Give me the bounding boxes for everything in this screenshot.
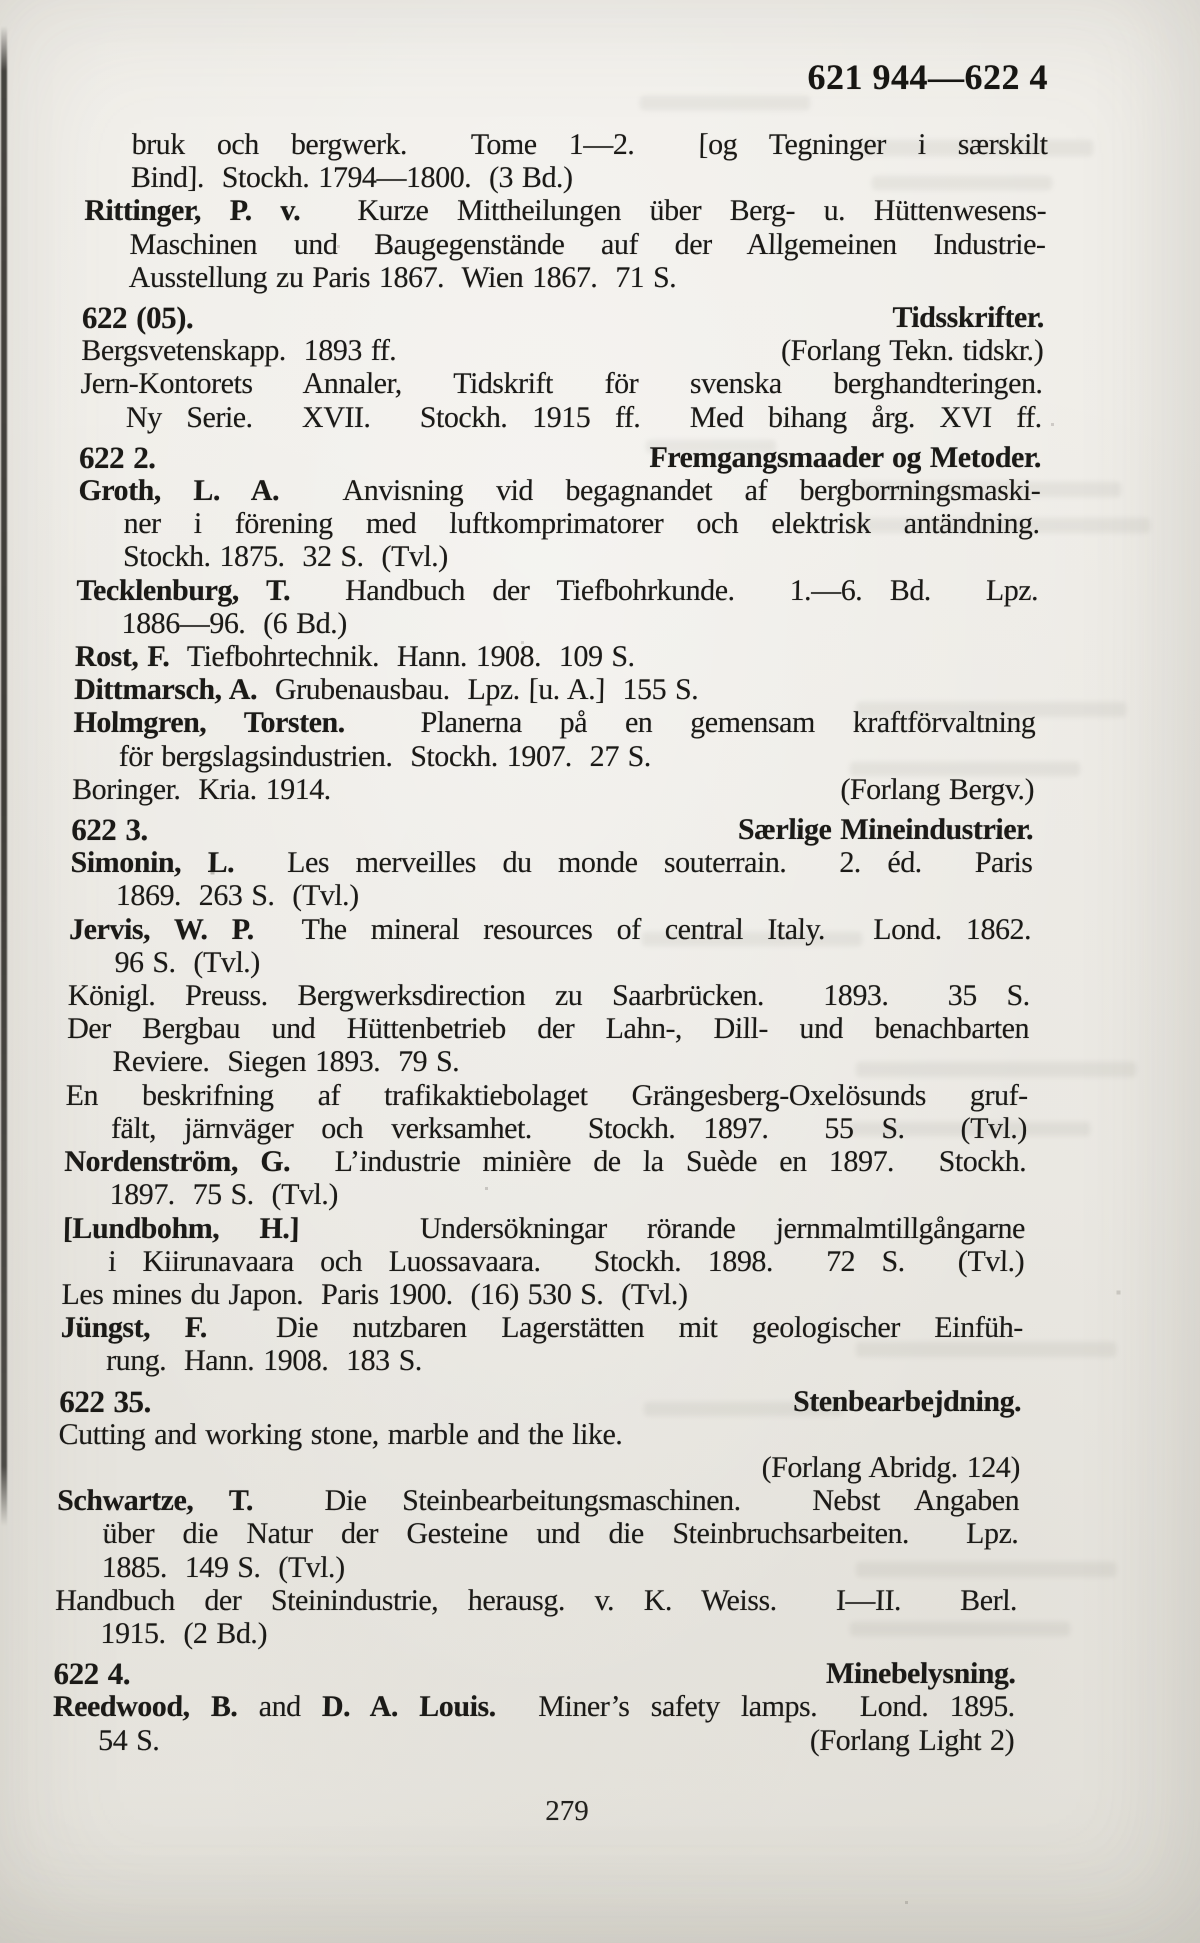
entry-author: Jüngst, F. — [60, 1311, 208, 1345]
entry-text: über die Natur der Gesteine und die Steinbruchsarbeiten. Lpz. — [102, 1517, 1019, 1551]
catalog-line — [65, 1112, 1028, 1145]
section-class-number: 622 35. — [58, 1383, 152, 1419]
entry-text: Anvisning vid begagnandet af bergborrningsmaski- — [278, 474, 1041, 508]
catalog-line — [80, 367, 1043, 400]
catalog-line — [56, 1517, 1019, 1550]
entry-text: En beskrifning af trafikaktiebolaget Grängesberg-Oxelösunds gruf- — [65, 1078, 1029, 1112]
entry-text: and — [237, 1690, 323, 1724]
section-title: Særlige Mineindustrier. — [737, 813, 1034, 847]
entry-text: Cutting and working stone, marble and the like. — [58, 1417, 623, 1451]
section-title: Tidsskrifter. — [891, 301, 1045, 335]
entry-text: Ny Serie. XVII. Stockh. 1915 ff. Med bihang årg. XVI ff. — [125, 400, 1043, 434]
catalog-line — [67, 979, 1030, 1012]
entry-author: Schwartze, T. — [56, 1484, 254, 1518]
entry-text: Jern-Kontorets Annaler, Tidskrift för svenska berghandteringen. — [80, 367, 1043, 401]
entry-text: Reviere. Siegen 1893. 79 S. — [112, 1045, 460, 1079]
entry-text: 1897. 75 S. (Tvl.) — [109, 1178, 339, 1212]
catalog-line — [53, 1690, 1016, 1723]
entry-text: 1885. 149 S. (Tvl.) — [101, 1550, 346, 1584]
entry-text: 1869. 263 S. (Tvl.) — [115, 879, 360, 913]
entry-text: Die nutzbaren Lagerstätten mit geologischer Einfüh- — [206, 1311, 1024, 1345]
entry-text: Undersökningar rörande jernmalmtillgångarne — [298, 1211, 1026, 1245]
section-heading — [71, 813, 1034, 846]
entry-text: Handbuch der Tiefbohrkunde. 1.—6. Bd. Lpz. — [289, 573, 1039, 607]
entry-text: Ausstellung zu Paris 1867. Wien 1867. 71 S. — [128, 260, 677, 294]
catalog-line — [70, 846, 1033, 879]
catalog-line — [74, 673, 1037, 706]
section-heading — [53, 1657, 1016, 1690]
catalog-line — [60, 1344, 1023, 1377]
catalog-line — [85, 161, 1048, 194]
entry-author: Dittmarsch, A. — [73, 673, 258, 707]
section-heading — [59, 1385, 1022, 1418]
entry-author: Simonin, L. — [70, 846, 235, 880]
catalog-line — [83, 228, 1046, 261]
dust-specks — [0, 0, 1, 1]
entry-author: Nordenström, G. — [64, 1145, 291, 1179]
catalog-line — [72, 773, 1035, 806]
page-header-classification: 621 944—622 4 — [807, 57, 1048, 97]
page-number: 279 — [545, 1795, 589, 1827]
entry-text: Kurze Mittheilungen über Berg- u. Hüttenwesens- — [299, 194, 1047, 228]
entry-text: Die Steinbearbeitungsmaschinen. Nebst Angaben — [252, 1484, 1020, 1518]
entry-author: Groth, L. A. — [78, 474, 280, 508]
entry-author: Tecklenburg, T. — [75, 573, 291, 607]
catalog-line — [77, 507, 1040, 540]
catalog-line — [54, 1617, 1017, 1650]
entry-text: Grubenausbau. Lpz. [u. A.] 155 S. — [256, 673, 699, 707]
entry-text: Miner’s safety lamps. Lond. 1895. — [495, 1690, 1016, 1724]
cross-reference: (Forlang Abridg. 124) — [761, 1450, 1021, 1484]
catalog-line — [84, 194, 1047, 227]
catalog-line — [58, 1418, 1021, 1451]
catalog-line — [55, 1584, 1018, 1617]
entry-author: D. A. Louis. — [321, 1690, 497, 1724]
catalog-line — [75, 607, 1038, 640]
catalog-line — [61, 1311, 1024, 1344]
catalog-line — [52, 1724, 1015, 1757]
cross-reference: (Forlang Light 2) — [809, 1723, 1015, 1757]
entry-author: Rost, F. — [74, 640, 170, 674]
entry-text: Les mines du Japon. Paris 1900. (16) 530 S. (Tvl.) — [61, 1277, 688, 1311]
entry-text: bruk och bergwerk. Tome 1—2. [og Tegninger i særskilt — [131, 128, 1049, 161]
entry-text: Königl. Preuss. Bergwerksdirection zu Saarbrücken. 1893. 35 S. — [67, 979, 1031, 1013]
entry-left — [98, 1724, 160, 1757]
catalog-line — [64, 1145, 1027, 1178]
catalog-line — [63, 1178, 1026, 1211]
catalog-line — [76, 574, 1039, 607]
catalog-line — [78, 474, 1041, 507]
entry-text: Les merveilles du monde souterrain. 2. éd. Paris — [233, 846, 1033, 880]
catalog-line — [83, 261, 1046, 294]
entry-author: Jervis, W. P. — [68, 912, 255, 946]
entry-text: Maschinen und Baugegenstände auf der Allgemeinen Industrie- — [129, 227, 1046, 261]
cross-reference: (Forlang Tekn. tidskr.) — [780, 334, 1044, 368]
catalog-line — [80, 401, 1043, 434]
catalog-line — [66, 1045, 1029, 1078]
entry-text: i Kiirunavaara och Luossavaara. Stockh. 1898. 72 S. (Tvl.) — [107, 1244, 1025, 1278]
cross-reference-line — [58, 1451, 1021, 1484]
entry-text: ner i förening med luftkomprimatorer och elektrisk antändning. — [123, 507, 1041, 541]
cross-reference: (Forlang Bergv.) — [840, 772, 1035, 806]
entry-text: Boringer. Kria. 1914. — [71, 772, 332, 806]
catalog-line — [67, 1012, 1030, 1045]
catalog-line — [69, 913, 1032, 946]
catalog-line — [77, 540, 1040, 573]
entry-text: rung. Hann. 1908. 183 S. — [105, 1344, 423, 1378]
catalog-line — [85, 128, 1048, 161]
catalog-line — [57, 1484, 1020, 1517]
catalog-text-block — [52, 128, 1048, 1757]
entry-text: 1886—96. (6 Bd.) — [121, 606, 348, 640]
catalog-line — [65, 1079, 1028, 1112]
section-heading — [82, 301, 1045, 334]
entry-author: [Lundbohm, H.] — [62, 1211, 300, 1245]
catalog-line — [63, 1212, 1026, 1245]
entry-text: Der Bergbau und Hüttenbetrieb der Lahn-, Dill- und benachbarten — [66, 1012, 1030, 1046]
section-class-number: 622 (05). — [81, 300, 194, 336]
entry-text: Stockh. 1875. 32 S. (Tvl.) — [122, 540, 449, 574]
entry-author: Rittinger, P. v. — [83, 194, 301, 228]
catalog-line — [72, 740, 1035, 773]
entry-author: Holmgren, Torsten. — [73, 706, 346, 740]
entry-author: Reedwood, B. — [52, 1690, 238, 1724]
catalog-line — [75, 640, 1038, 673]
scan-gutter-shadow — [1, 26, 7, 1526]
entry-text: för bergslagsindustrien. Stockh. 1907. 27 S. — [118, 739, 652, 773]
catalog-line — [56, 1551, 1019, 1584]
entry-left — [72, 773, 331, 806]
catalog-line — [62, 1245, 1025, 1278]
section-title: Stenbearbejdning. — [792, 1384, 1022, 1418]
entry-text: fält, järnväger och verksamhet. Stockh. 1897. 55 S. (Tvl.) — [110, 1111, 1028, 1145]
catalog-line — [73, 706, 1036, 739]
entry-text: Planerna på en gemensam kraftförvaltning — [344, 706, 1036, 740]
catalog-line — [70, 879, 1033, 912]
section-heading — [79, 441, 1042, 474]
entry-text: Bind]. Stockh. 1794—1800. (3 Bd.) — [130, 161, 574, 195]
entry-text: 96 S. (Tvl.) — [114, 945, 261, 979]
catalog-line — [81, 334, 1044, 367]
section-class-number: 622 4. — [53, 1656, 131, 1692]
bleedthrough-artifact — [640, 96, 810, 110]
entry-text: 54 S. — [97, 1723, 160, 1757]
entry-text: Tiefbohrtechnik. Hann. 1908. 109 S. — [169, 640, 636, 674]
catalog-line — [68, 946, 1031, 979]
entry-text: The mineral resources of central Italy. Lond. 1862. — [253, 912, 1032, 946]
entry-left — [81, 334, 397, 367]
entry-text: 1915. (2 Bd.) — [100, 1616, 268, 1650]
section-class-number: 622 3. — [70, 812, 149, 848]
catalog-line — [61, 1278, 1024, 1311]
entry-text: Bergsvetenskapp. 1893 ff. — [80, 334, 397, 368]
entry-text: L’industrie minière de la Suède en 1897. Stockh. — [289, 1145, 1027, 1179]
entry-text: Handbuch der Steinindustrie, herausg. v. K. Weiss. I—II. Berl. — [54, 1583, 1018, 1617]
section-title: Minebelysning. — [825, 1657, 1016, 1691]
section-class-number: 622 2. — [78, 439, 157, 475]
section-title: Fremgangsmaader og Metoder. — [649, 440, 1042, 474]
